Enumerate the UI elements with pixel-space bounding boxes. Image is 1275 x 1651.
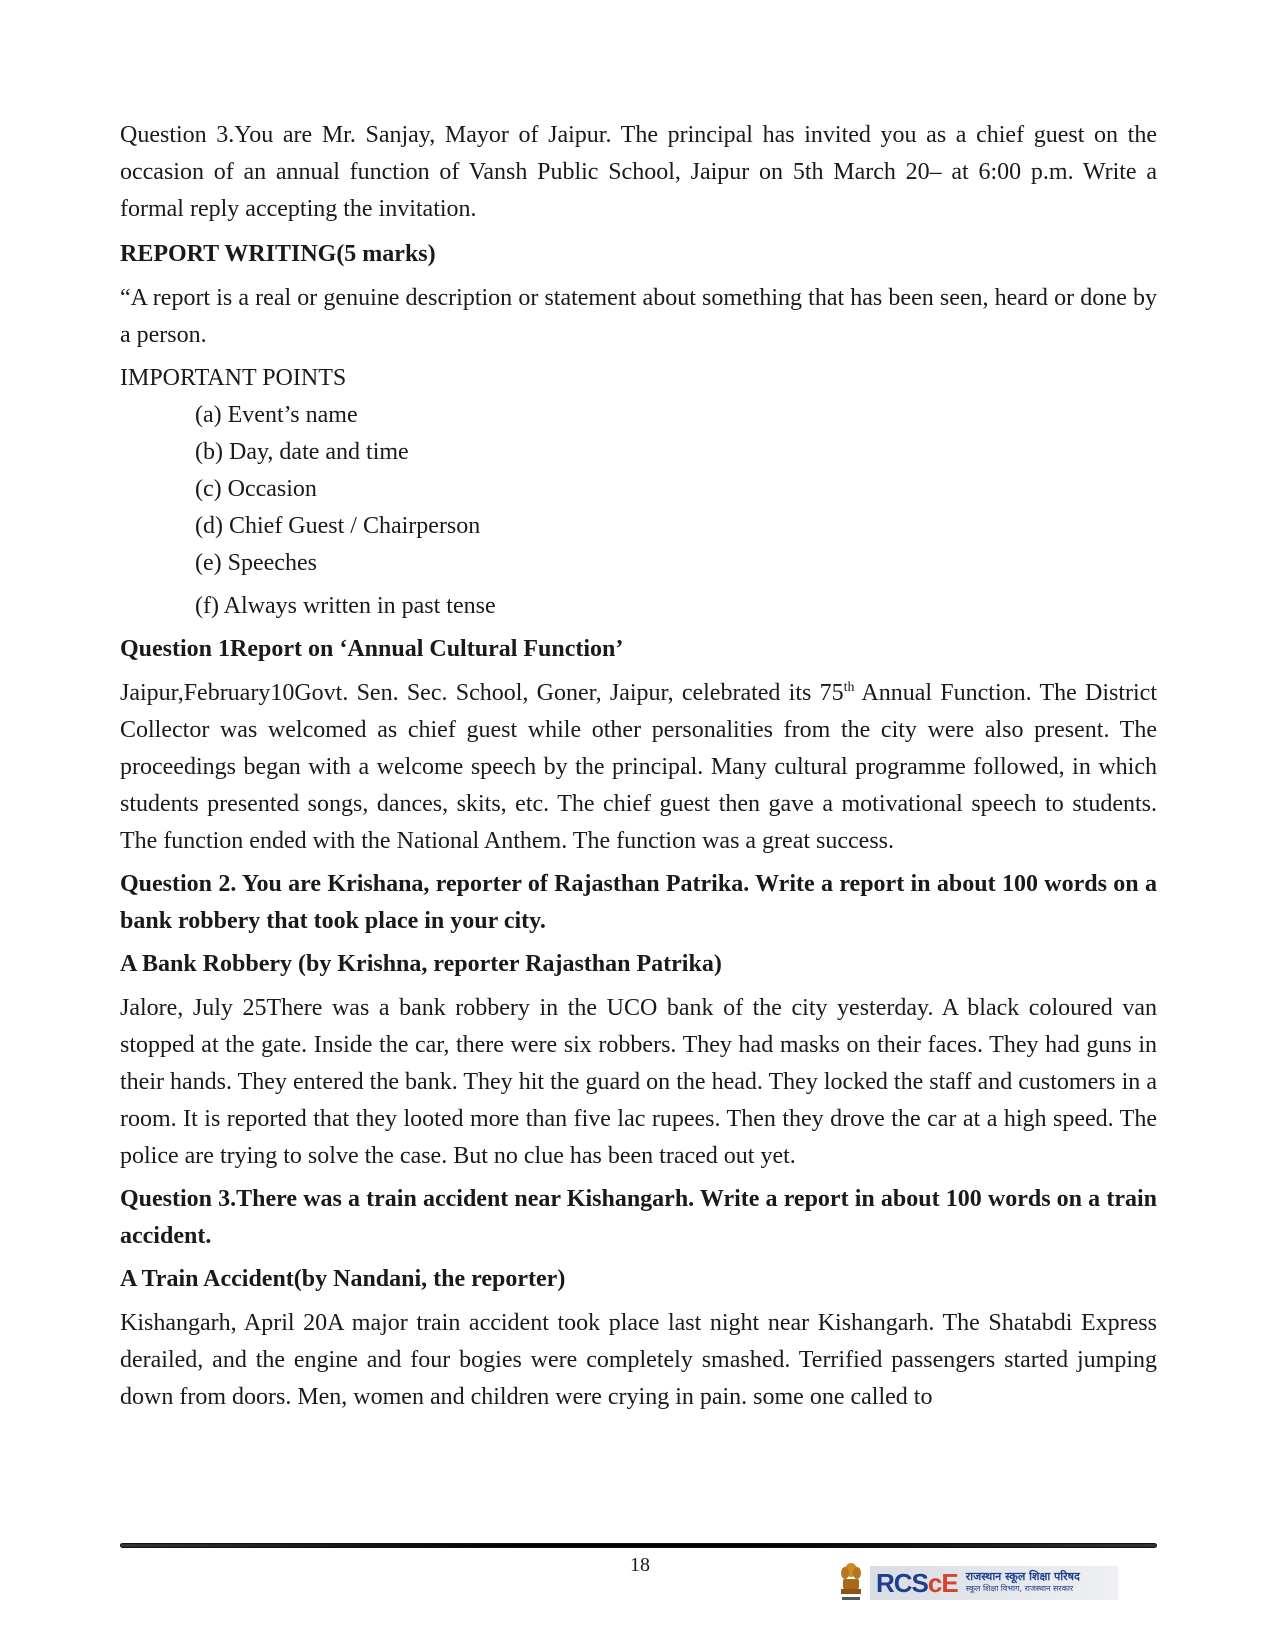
report-body-start: Jaipur,February10Govt. Sen. Sec. School, Goner, Jaipur, celebrated its 75: [120, 680, 844, 706]
footer-divider: [120, 1543, 1157, 1548]
question-3-heading: Question 3.There was a train accident near Kishangarh. Write a report in about 100 words on a train accident.: [120, 1186, 1157, 1249]
logo-banner: [870, 1566, 1118, 1600]
list-item: (c) Occasion: [195, 476, 317, 502]
question-2-heading: Question 2. You are Krishana, reporter of Rajasthan Patrika. Write a report in about 100 words on a bank robbery that took place in your city.: [120, 871, 1157, 934]
question-2-report-body: Jalore, July 25There was a bank robbery in the UCO bank of the city yesterday. A black coloured van stopped at the gate. Inside the car, there were six robbers. They had masks on their faces. They had guns in their hands. They entered the bank. They hit the guard on the head. They locked the staff and customers in a room. It is reported that they looted more than five lac rupees. Then they drove the car at a high speed. The police are trying to solve the case. But no clue has been traced out yet.: [120, 995, 1157, 1169]
report-body-rest: Annual Function. The District Collector was welcomed as chief guest while other personalities from the city were also present. The proceedings began with a welcome speech by the principal. Many cultural programme followed, in which students presented songs, dances, skits, etc. The chief guest then gave a motivational speech to students. The function ended with the National Anthem. The function was a great success.: [120, 680, 1157, 854]
list-item: (f) Always written in past tense: [195, 593, 496, 619]
question-1-heading: Question 1Report on ‘Annual Cultural Function’: [120, 636, 624, 662]
question-3-invitation: Question 3.You are Mr. Sanjay, Mayor of Jaipur. The principal has invited you as a chief guest on the occasion of an annual function of Vansh Public School, Jaipur on 5th March 20– at 6:00 p.m. Write a formal reply accepting the invitation.: [120, 122, 1157, 222]
list-item: (b) Day, date and time: [195, 439, 409, 465]
logo-wordmark: RCScE: [876, 1567, 958, 1598]
ordinal-suffix: th: [843, 680, 855, 695]
list-item: (a) Event’s name: [195, 402, 358, 428]
report-writing-heading: REPORT WRITING(5 marks): [120, 241, 436, 267]
state-emblem-icon: [838, 1561, 864, 1605]
page-number: 18: [630, 1554, 650, 1576]
list-item: (d) Chief Guest / Chairperson: [195, 513, 481, 539]
document-page: [120, 117, 1157, 1416]
question-3-report-body: Kishangarh, April 20A major train accident took place last night near Kishangarh. The Shatabdi Express derailed, and the engine and four bogies were completely smashed. Terrified passengers started jumping down from doors. Men, women and children were crying in pain. some one called to: [120, 1310, 1157, 1410]
question-3-report-title: A Train Accident(by Nandani, the reporter): [120, 1266, 566, 1292]
question-1-report-body: [120, 675, 1157, 860]
logo-hindi-text: राजस्थान स्कूल शिक्षा परिषद स्कूल शिक्षा विभाग, राजस्थान सरकार: [965, 1570, 1080, 1593]
report-definition: “A report is a real or genuine description or statement about something that has been seen, heard or done by a person.: [120, 285, 1157, 348]
important-points-list: [120, 397, 1157, 625]
rcsce-logo: [838, 1559, 1118, 1607]
question-2-report-title: A Bank Robbery (by Krishna, reporter Rajasthan Patrika): [120, 951, 722, 977]
important-points-heading: IMPORTANT POINTS: [120, 365, 347, 391]
list-item: (e) Speeches: [195, 550, 317, 576]
